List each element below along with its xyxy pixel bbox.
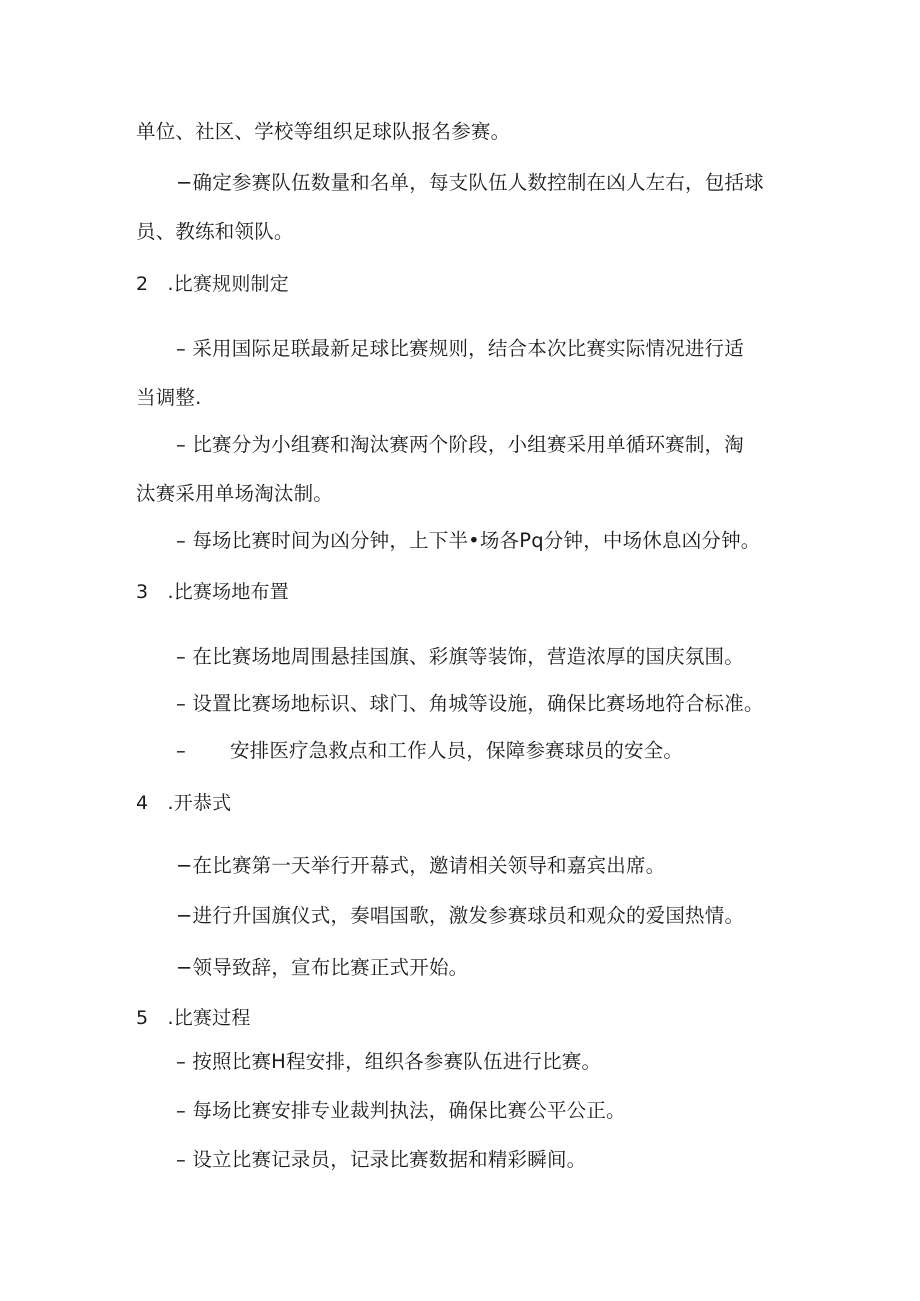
bullet-line: – 比赛分为小组赛和淘汰赛两个阶段，小组赛采用单循环赛制，淘 (176, 433, 744, 456)
bullet-line: – 在比赛场地周围悬挂国旗、彩旗等装饰，营造浓厚的国庆氛围。 (176, 645, 744, 668)
section-heading-3: 3 .比赛场地布置 (136, 581, 289, 603)
bullet-line: −在比赛第一天举行开幕式，邀请相关领导和嘉宾出席。 (176, 854, 666, 877)
bullet-line (176, 738, 683, 764)
bullet-dash: – (176, 739, 186, 762)
bullet-line: −确定参赛队伍数量和名单，每支队伍人数控制在凶人左右，包括球 (176, 171, 764, 194)
bullet-line: −进行升国旗仪式，奏唱国歌，激发参赛球员和观众的爱国热情。 (176, 904, 745, 927)
paragraph-line: 当调整. (136, 386, 202, 409)
bullet-line: – 每场比赛时间为凶分钟，上下半•场各Pq分钟，中场休息凶分钟。 (176, 529, 761, 552)
paragraph-line: 员、教练和领队。 (136, 220, 294, 243)
bullet-line: – 每场比赛安排专业裁判执法，确保比赛公平公正。 (176, 1099, 626, 1122)
bullet-line: – 设立比赛记录员，记录比赛数据和精彩瞬间。 (176, 1148, 587, 1171)
bullet-line: – 采用国际足联最新足球比赛规则，结合本次比赛实际情况进行适 (176, 337, 744, 360)
section-heading-5: 5 .比赛过程 (136, 1007, 251, 1029)
section-heading-4: 4 .开恭式 (136, 792, 232, 814)
bullet-line: −领导致辞，宣布比赛正式开始。 (176, 956, 469, 979)
bullet-text: 安排医疗急救点和工作人员，保障参赛球员的安全。 (229, 739, 684, 762)
bullet-line: – 按照比赛H程安排，组织各参赛队伍进行比赛。 (176, 1050, 602, 1073)
bullet-line: – 设置比赛场地标识、球门、角城等设施，确保比赛场地符合标准。 (176, 692, 764, 715)
section-heading-2: 2 .比赛规则制定 (136, 273, 289, 295)
paragraph-line: 单位、社区、学校等组织足球队报名参赛。 (136, 120, 511, 143)
paragraph-line: 汰赛采用单场淘汰制。 (136, 482, 334, 505)
